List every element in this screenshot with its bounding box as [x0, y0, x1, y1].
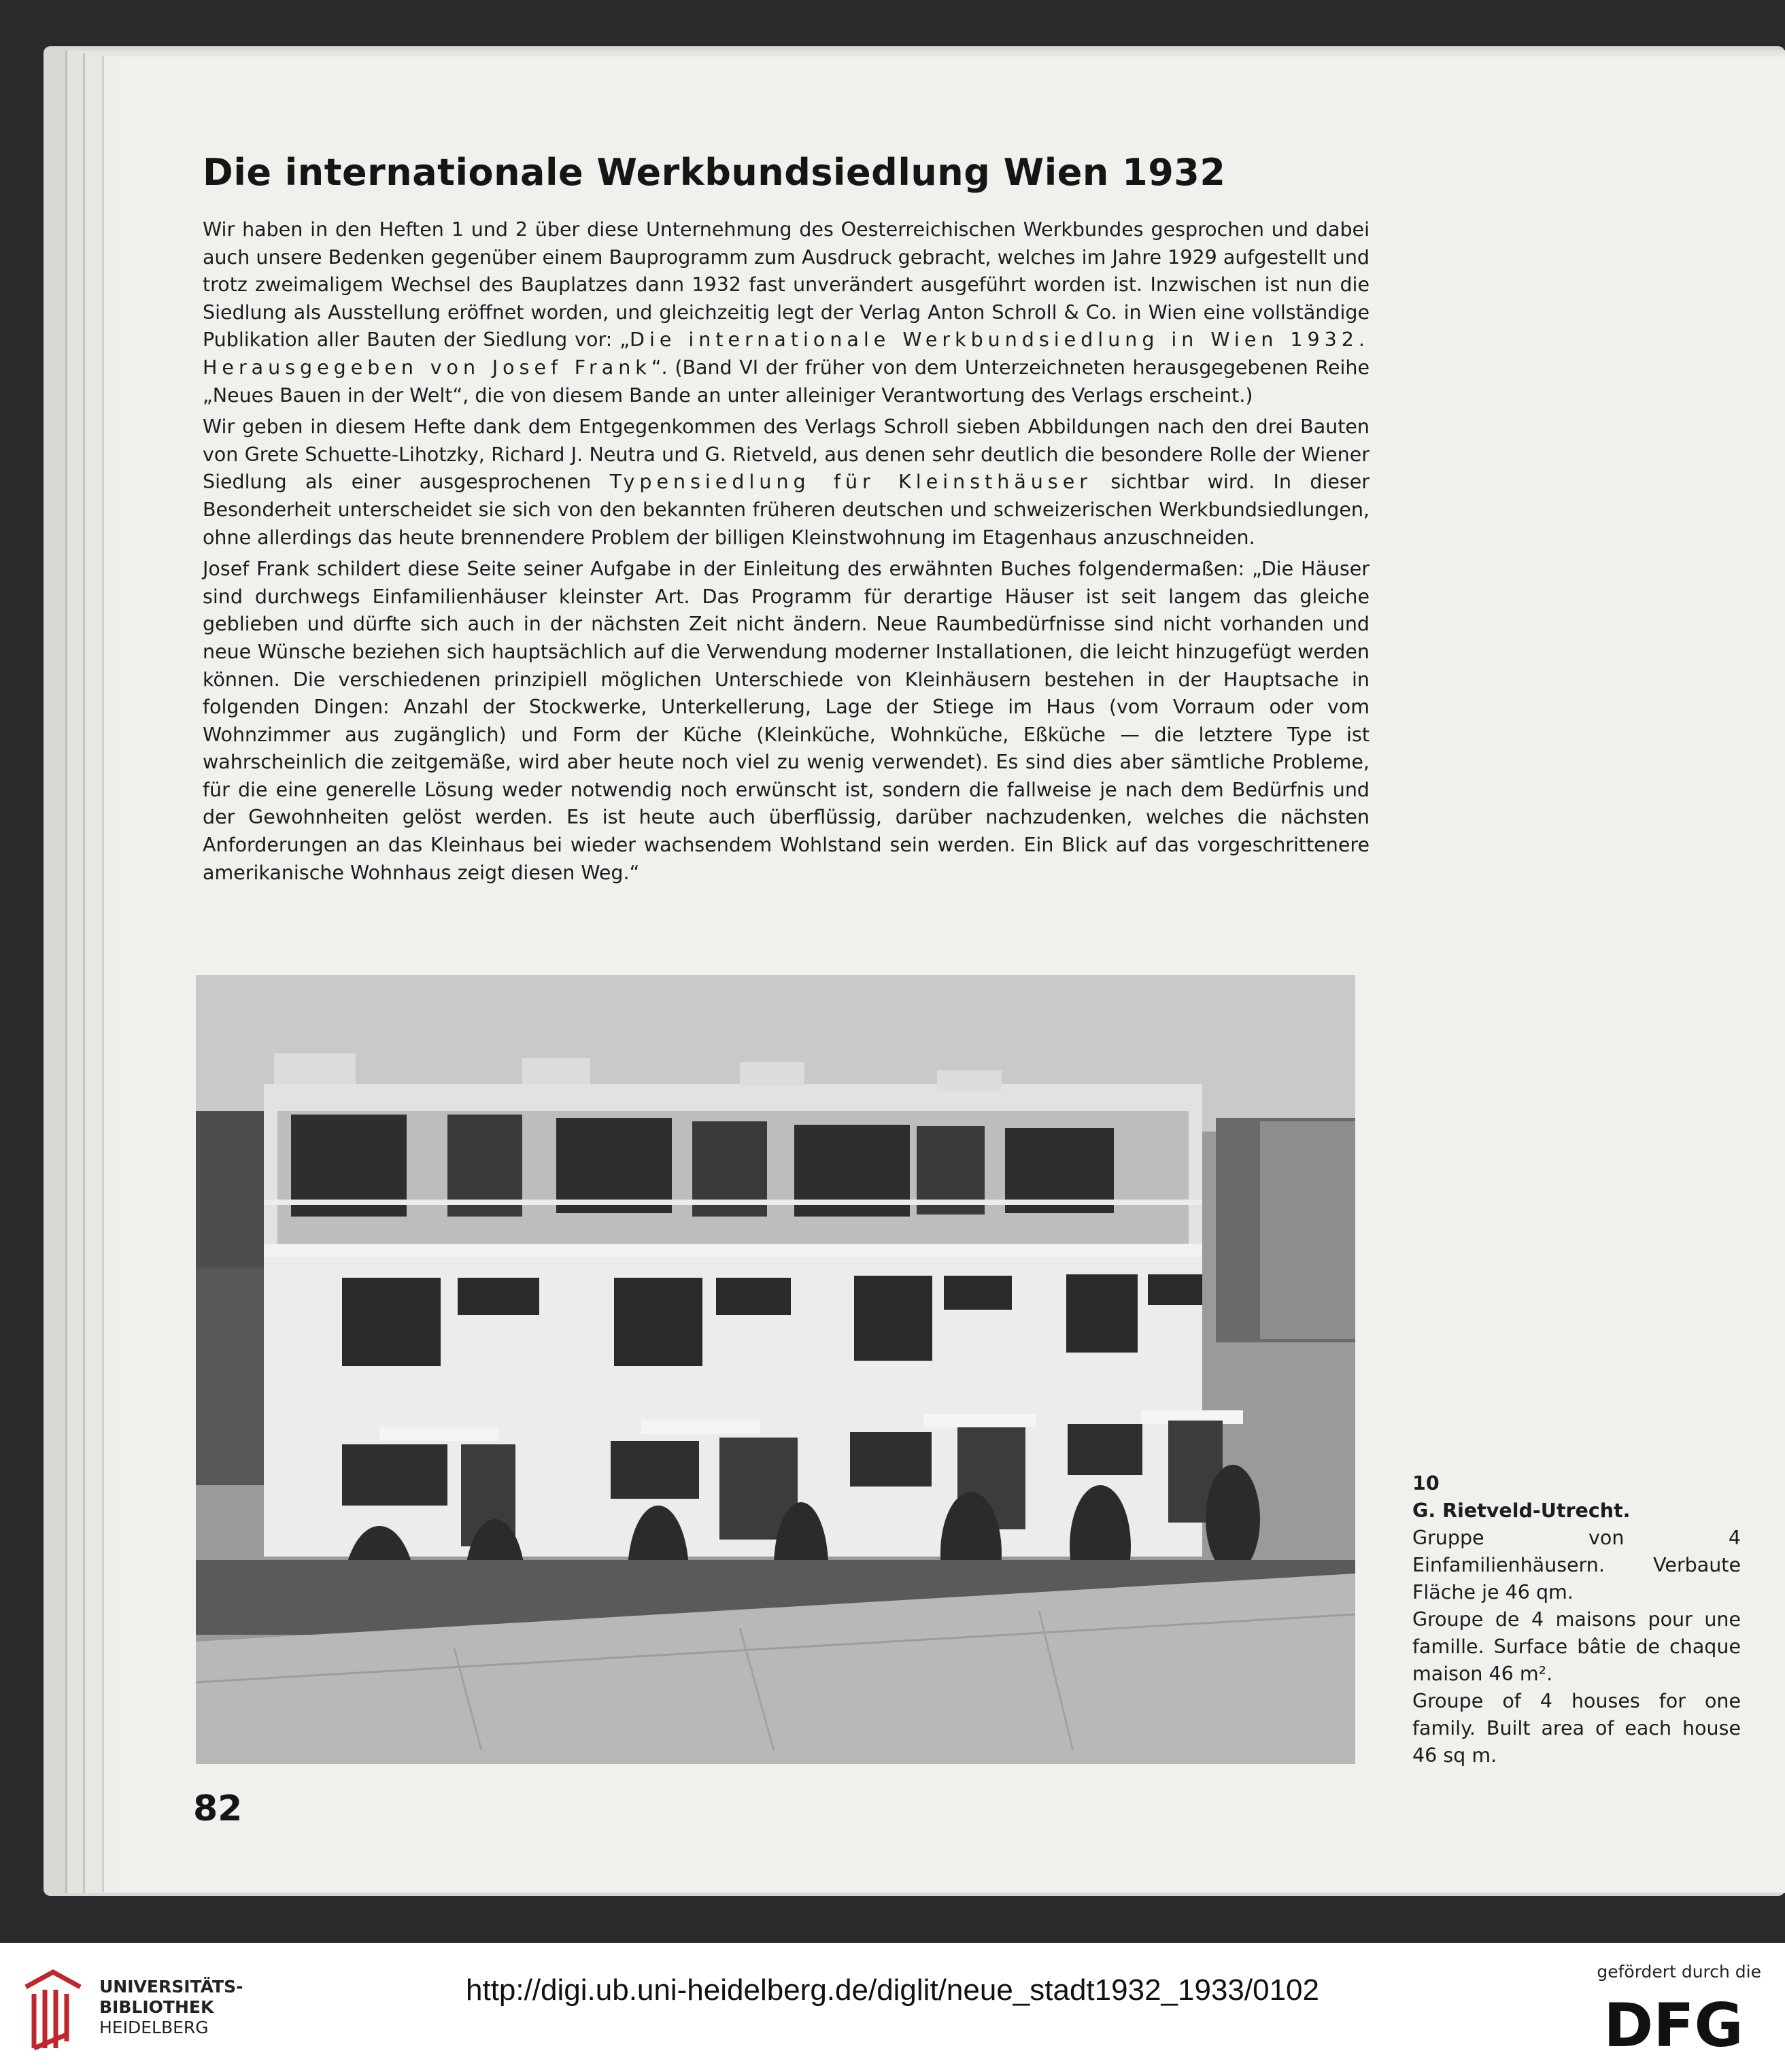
viewer-footer [0, 1943, 1785, 2072]
emphasis-spaced: Typensiedlung für Kleinsthäuser [609, 471, 1092, 494]
dfg-logo-text: DFG [1603, 1996, 1744, 2050]
article-title: Die internationale Werkbundsiedlung Wien 1932 [203, 151, 1226, 194]
library-name[interactable]: UNIVERSITÄTS- BIBLIOTHEK HEIDELBERG [99, 1977, 243, 2037]
article-body [203, 216, 1370, 891]
book-title-spaced: Die internationale Werkbundsiedlung in Wien 1932. Herausgegeben von Josef Frank [203, 328, 1370, 379]
permalink-url[interactable]: http://digi.ub.uni-heidelberg.de/diglit/neue_stadt1932_1933/0102 [465, 1973, 1319, 2007]
caption-number: 10 [1412, 1472, 1440, 1495]
caption-architect: G. Rietveld-Utrecht. [1412, 1499, 1631, 1522]
caption-german: Gruppe von 4 Einfamilienhäusern. Verbaute Fläche je 46 qm. [1412, 1527, 1741, 1603]
paragraph-2: Wir geben in diesem Hefte dank dem Entgegenkommen des Verlags Schroll sieben Abbildungen nach den drei Bauten von Grete Schuette-Lihotzky, Richard J. Neutra und G. Rietveld, aus denen sehr deutlich die besondere Rolle der Wiener Siedlung als einer ausgesprochenen Typensiedlung für Kleinsthäuser sichtbar wird. In dieser Besonderheit unterscheidet sie sich von den bekannten früheren deutschen und schweizerischen Werkbundsiedlungen, ohne allerdings das heute brennendere Problem der billigen Kleinstwohnung im Etagenhaus anzuschneiden. [203, 415, 1370, 549]
paragraph-1: Wir haben in den Heften 1 und 2 über diese Unternehmung des Oesterreichischen Werkbundes gesprochen und dabei auch unsere Bedenken gegenüber einem Bauprogramm zum Ausdruck gebracht, welches im Jahre 1929 aufgestellt und trotz zweimaligem Wechsel des Bauplatzes dann 1932 fast unverändert ausgeführt worden ist. Inzwischen ist nun die Siedlung als Ausstellung eröffnet worden, und gleichzeitig legt der Verlag Anton Schroll & Co. in Wien eine vollständige Publikation aller Bauten der Siedlung vor: „Die internationale Werkbundsiedlung in Wien 1932. Herausgegeben von Josef Frank“. (Band VI der früher von dem Unterzeichneten herausgegebenen Reihe „Neues Bauen in der Welt“, die von diesem Bande an unter alleiniger Verantwortung des Verlags erscheint.) [203, 218, 1370, 407]
funder-label: gefördert durch die [1597, 1962, 1761, 1982]
caption-french: Groupe de 4 maisons pour une famille. Surface bâtie de chaque maison 46 m². [1412, 1608, 1741, 1685]
caption-english: Groupe of 4 houses for one family. Built area of each house 46 sq m. [1412, 1690, 1741, 1767]
paragraph-3: Josef Frank schildert diese Seite seiner Aufgabe in der Einleitung des erwähnten Buches folgendermaßen: „Die Häuser sind durchwegs Einfamilienhäuser kleinster Art. Das Programm für derartige Häuser ist seit langem das gleiche geblieben und dürfte sich auch in der nächsten Zeit nicht ändern. Neue Raumbedürfnisse sind nicht vorhanden und neue Wünsche beziehen sich hauptsächlich auf die Verwendung moderner Installationen, die leicht hinzugefügt werden können. Die verschiedenen prinzipiell möglichen Unterschiede von Kleinhäusern bestehen in der Hauptsache in folgenden Dingen: Anzahl der Stockwerke, Unterkellerung, Lage der Stiege im Haus (vom Vorraum oder vom Wohnzimmer aus zugänglich) und Form der Küche (Kleinküche, Wohnküche, Eßküche — die letztere Type ist wahrscheinlich die zeitgemäße, wird aber heute noch viel zu wenig verwendet). Es sind dies aber sämtliche Probleme, für die eine generelle Lösung weder notwendig noch erwünscht ist, sondern die fallweise je nach dem Bedürfnis und der Gewohnheiten gelöst werden. Es ist heute auch überflüssig, darüber nachzudenken, welches die nächsten Anforderungen an das Kleinhaus bei wieder wachsendem Wohlstand sein werden. Ein Blick auf das vorgeschrittenere amerikanische Wohnhaus zeigt diesen Weg.“ [203, 558, 1370, 884]
page-number: 82 [193, 1788, 243, 1829]
photograph-rietveld-houses [196, 975, 1355, 1764]
photo-illustration [196, 975, 1355, 1764]
dfg-logo-icon[interactable] [1584, 1996, 1763, 2050]
photo-caption [1412, 1470, 1741, 1769]
